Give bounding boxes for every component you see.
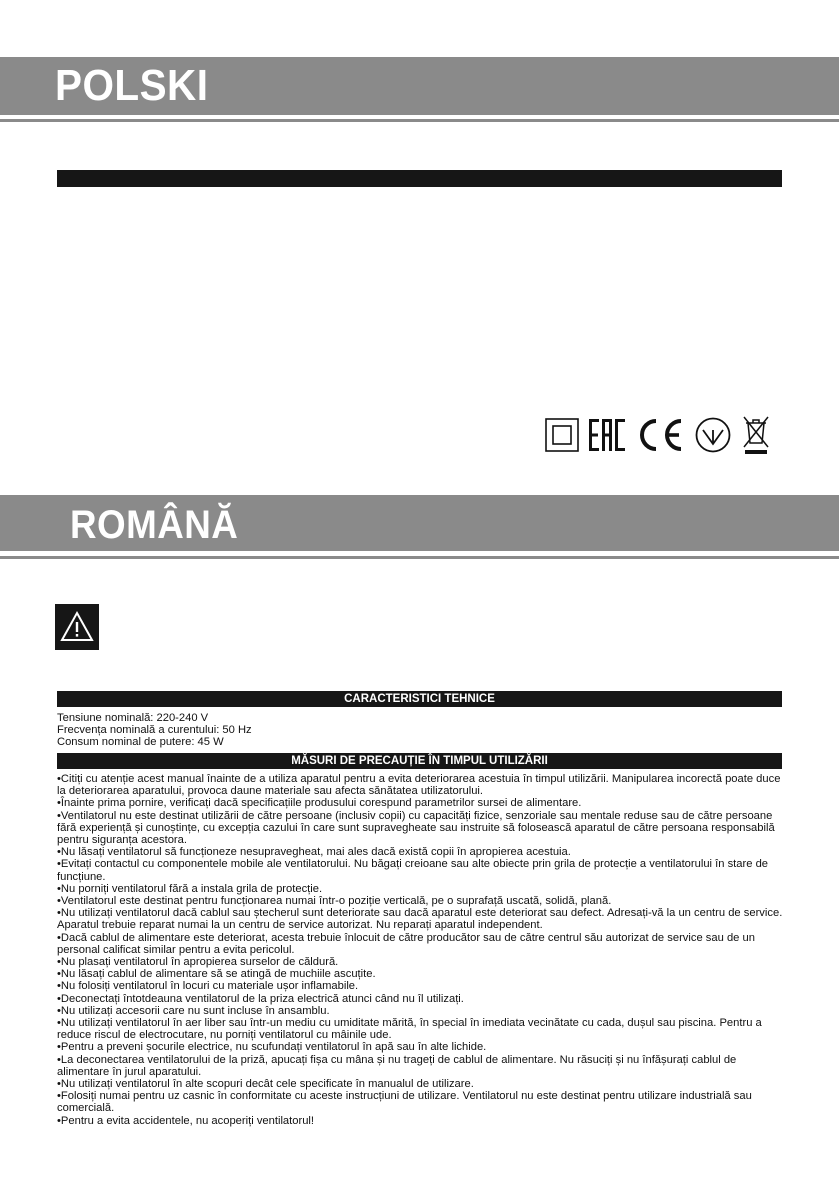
precaution-item: •Nu utilizați ventilatorul dacă cablul sau ștecherul sunt deteriorate sau dacă aparatul este deteriorat sau defect. Adresați-vă la un centru de service. Aparatul trebuie reparat numai la un centru de service autorizat. Nu reparați aparatul independent. — [57, 907, 783, 932]
polski-title: POLSKI — [55, 61, 209, 110]
tech-characteristics-heading: CARACTERISTICI TEHNICE — [57, 691, 782, 707]
precaution-item: •Nu porniți ventilatorul fără a instala grila de protecție. — [57, 882, 323, 895]
spec-frequency: Frecvența nominală a curentului: 50 Hz — [57, 724, 252, 737]
certification-marks — [545, 415, 771, 455]
precaution-item: •Nu utilizați ventilatorul în alte scopuri decât cele specificate în manualul de utilizare. — [57, 1078, 474, 1091]
precaution-item: •Nu utilizați accesorii care nu sunt incluse în ansamblu. — [57, 1004, 330, 1017]
spec-power: Consum nominal de putere: 45 W — [57, 736, 224, 749]
precautions-heading: MĂSURI DE PRECAUȚIE ÎN TIMPUL UTILIZĂRII — [57, 753, 782, 769]
precaution-item: •Folosiți numai pentru uz casnic în conformitate cu aceste instrucțiuni de utilizare. Ventilatorul nu este destinat pentru utilizare industrială sau comercială. — [57, 1090, 752, 1115]
precaution-item: •Evitați contactul cu componentele mobile ale ventilatorului. Nu băgați creioane sau alte obiecte prin grila de protecție a ventilatorului în stare de funcțiune. — [57, 858, 769, 883]
romana-title: ROMÂNĂ — [70, 503, 239, 547]
precaution-item: •Pentru a evita accidentele, nu acoperiți ventilatorul! — [57, 1114, 315, 1127]
precaution-item: •Dacă cablul de alimentare este deteriorat, acesta trebuie înlocuit de către producător sau de către centrul său autorizat de service sau de un personal calificat similar pentru a evita pericolul. — [57, 931, 755, 956]
precaution-item: •Pentru a preveni șocurile electrice, nu scufundați ventilatorul în apă sau în alte lichide. — [57, 1041, 487, 1054]
polski-section-bar — [57, 170, 782, 187]
precaution-item: •Înainte prima pornire, verificați dacă specificațiile produsului corespund parametrilor sursei de alimentare. — [57, 797, 582, 810]
tech-specs-list — [57, 712, 782, 749]
eac-mark-icon — [588, 417, 626, 453]
precaution-item: •Ventilatorul nu este destinat utilizării de către persoane (inclusiv copii) cu capacități fizice, senzoriale sau mentale reduse sau de către persoane fără experiență și cunoștințe, cu excepția cazului în care sunt supravegheate sau instruite să folosească aparatul de către persoana responsabilă pentru siguranța acestora. — [57, 809, 775, 847]
romana-header-underline — [0, 556, 839, 559]
double-insulation-icon — [545, 418, 579, 452]
ce-mark-icon — [635, 417, 685, 453]
polski-header-underline — [0, 119, 839, 122]
precaution-item: •La deconectarea ventilatorului de la priză, apucați fișa cu mâna și nu trageți de cablul de alimentare. Nu răsuciți și nu înfășurați cablul de alimentare în jurul aparatului. — [57, 1053, 737, 1078]
precaution-item: •Citiți cu atenție acest manual înainte de a utiliza aparatul pentru a evita deteriorarea acestuia în timpul utilizării. Manipularea incorectă poate duce la deteriorarea aparatului, provoca daune materiale sau afecta sănătatea utilizatorului. — [57, 773, 781, 798]
weee-bin-icon — [741, 415, 771, 455]
precaution-item: •Nu lăsați ventilatorul să funcționeze nesupravegheat, mai ales dacă există copii în apropierea acestuia. — [57, 846, 571, 859]
precaution-item: •Nu plasați ventilatorul în apropierea surselor de căldură. — [57, 956, 339, 969]
precaution-item: •Nu lăsați cablul de alimentare să se atingă de muchiile ascuțite. — [57, 968, 376, 981]
precaution-item: •Nu utilizați ventilatorul în aer liber sau într-un mediu cu umiditate mărită, în special în imediata vecinătate cu cada, dușul sau piscina. Pentru a reduce riscul de electrocutare, nu porniți ventilatorul cu mâinile ude. — [57, 1017, 762, 1042]
ukraine-conformity-icon — [694, 416, 732, 454]
precaution-item: •Nu folosiți ventilatorul în locuri cu materiale ușor inflamabile. — [57, 980, 359, 993]
spec-voltage: Tensiune nominală: 220-240 V — [57, 712, 209, 724]
precaution-item: •Deconectați întotdeauna ventilatorul de la priza electrică atunci când nu îl utilizați. — [57, 992, 464, 1005]
precaution-item: •Ventilatorul este destinat pentru funcționarea numai într-o poziție verticală, pe o suprafață uscată, solidă, plană. — [57, 895, 612, 908]
warning-icon — [55, 604, 99, 650]
precautions-list — [57, 773, 785, 1127]
